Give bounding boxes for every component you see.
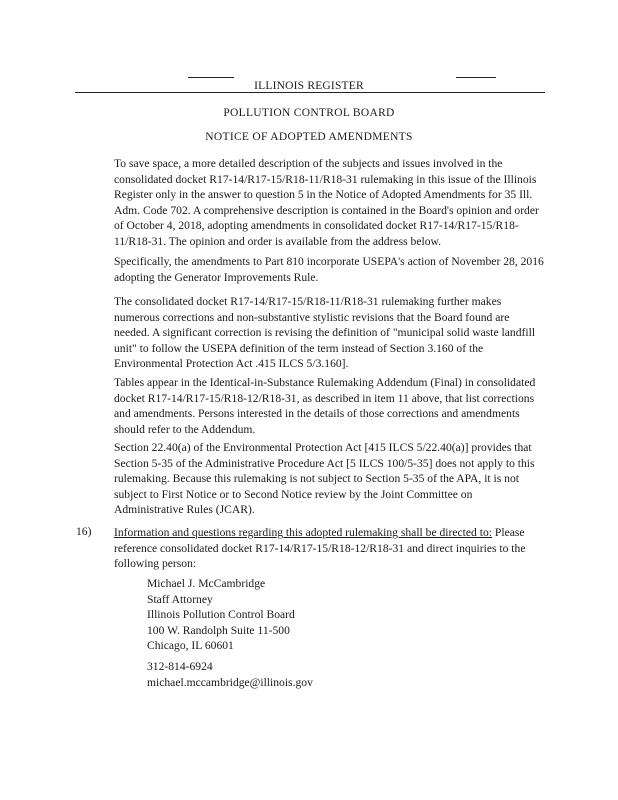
paragraph-section-22-40: Section 22.40(a) of the Environmental Protection Act [415 ILCS 5/22.40(a)] provides that Section 5-35 of the Administrative Procedure Act [5 ILCS 100/5-35] does not apply to this rulemaking. Because this rulemaking is not subject to Section 5-35 of the APA, it is not subject to First Notice or to Second Notice review by the Joint Committee on Administrative Rules (JCAR). <box>114 441 535 517</box>
contact-block <box>147 576 295 654</box>
item-16-text <box>114 525 544 572</box>
header-rule-bottom <box>75 92 545 93</box>
register-title: ILLINOIS REGISTER <box>254 80 364 92</box>
item-16-body: Please reference consolidated docket R17-14/R17-15/R18-12/R18-31 and direct inquiries to the following person: <box>114 526 526 571</box>
paragraph-tables: Tables appear in the Identical-in-Substance Rulemaking Addendum (Final) in consolidated docket R17-14/R17-15/R18-12/R18-31, as described in item 11 above, that list corrections and amendments. Persons interested in the details of those corrections and amendments should refer to the Addendum. <box>114 376 536 436</box>
header-rule-top-left <box>188 77 234 78</box>
contact-email[interactable]: michael.mccambridge@illinois.gov <box>147 675 313 689</box>
contact-phone: 312-814-6924 <box>147 660 213 673</box>
agency-name: POLLUTION CONTROL BOARD <box>223 107 395 119</box>
contact-phone-email <box>147 659 313 690</box>
contact-title: Staff Attorney <box>147 592 213 606</box>
paragraph-corrections: The consolidated docket R17-14/R17-15/R18-11/R18-31 rulemaking further makes numerous corrections and non-substantive stylistic revisions that the Board found are needed. A significant correction is revising the definition of "municipal solid waste landfill unit" to follow the USEPA definition of the term instead of Section 3.160 of the Environmental Protection Act .415 ILCS 5/3.160]. <box>114 295 536 371</box>
contact-city: Chicago, IL 60601 <box>147 639 234 652</box>
contact-org: Illinois Pollution Control Board <box>147 608 295 621</box>
paragraph-part-810: Specifically, the amendments to Part 810 incorporate USEPA's action of November 28, 2016 adopting the Generator Improvements Rule. <box>114 255 544 284</box>
paragraph-description: To save space, a more detailed description of the subjects and issues involved in the consolidated docket R17-14/R17-15/R18-11/R18-31 rulemaking in this issue of the Illinois Register only in the answer to question 5 in the Notice of Adopted Amendments for 35 Ill. Adm. Code 702. A comprehensive description is contained in the Board's opinion and order of October 4, 2018, adopting amendments in consolidated docket R17-14/R17-15/R18-11/R18-31. The opinion and order is available from the address below. <box>114 157 539 248</box>
contact-name: Michael J. McCambridge <box>147 577 266 590</box>
contact-street: 100 W. Randolph Suite 11-500 <box>147 623 290 637</box>
header-rule-top-right <box>456 77 496 78</box>
item-number: 16) <box>76 525 92 538</box>
notice-title: NOTICE OF ADOPTED AMENDMENTS <box>205 131 413 143</box>
item-16-heading: Information and questions regarding this adopted rulemaking shall be directed to: <box>114 526 492 539</box>
